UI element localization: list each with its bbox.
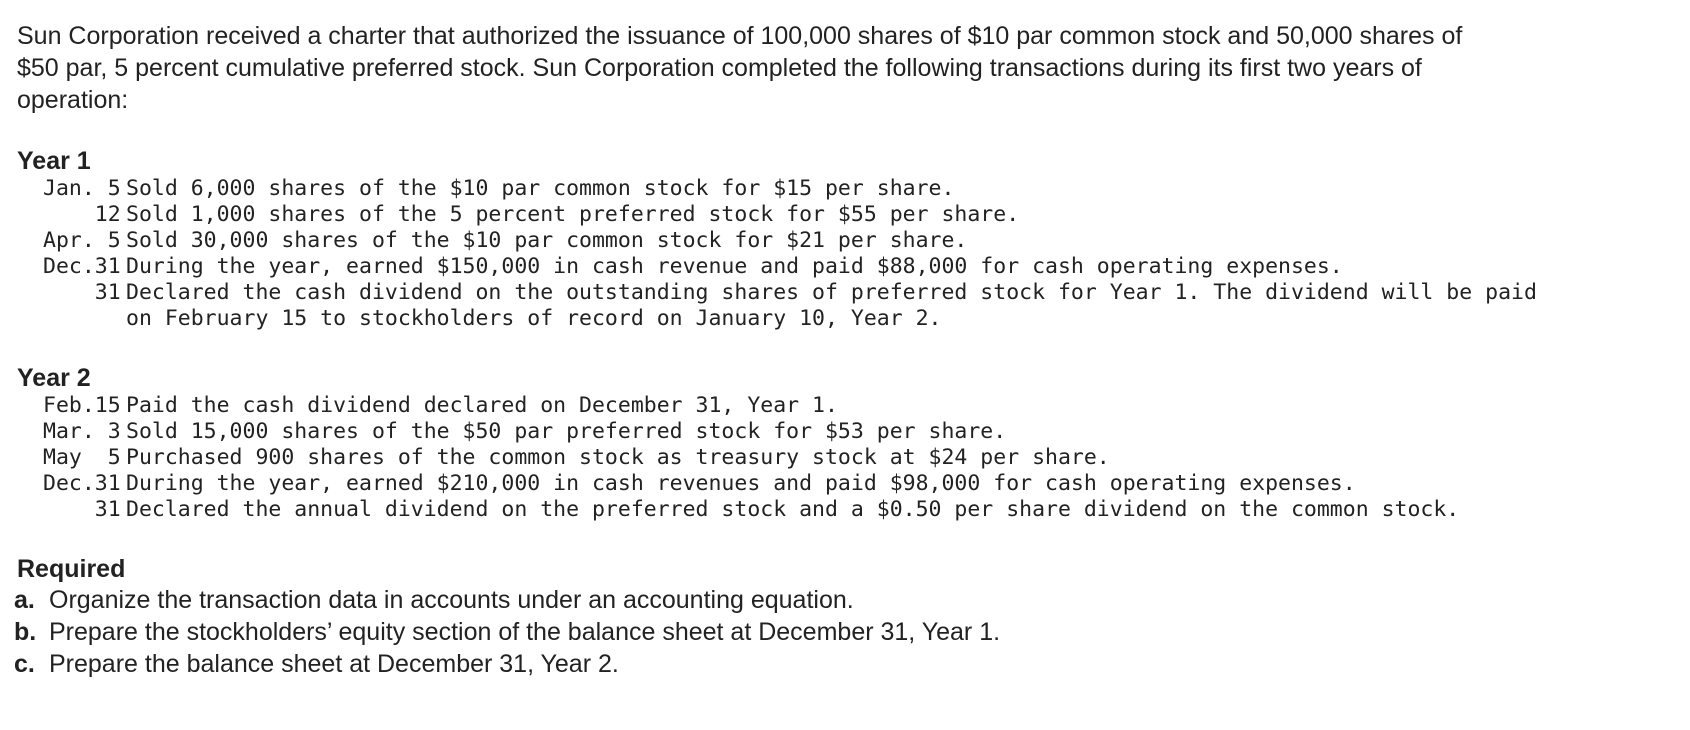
transaction-text: Sold 15,000 shares of the $50 par preferred stock for $53 per share. bbox=[126, 419, 1007, 444]
required-item-letter: c. bbox=[14, 650, 35, 678]
transaction-row bbox=[17, 497, 1667, 523]
transaction-row-continuation bbox=[17, 306, 1667, 332]
required-list bbox=[14, 584, 1667, 680]
required-heading: Required bbox=[17, 555, 126, 583]
intro-line: $50 par, 5 percent cumulative preferred stock. Sun Corporation completed the following transactions during its first two years of bbox=[17, 54, 1422, 82]
transaction-text: Declared the annual dividend on the preferred stock and a $0.50 per share dividend on the common stock. bbox=[126, 497, 1460, 522]
transaction-date: 31 bbox=[43, 280, 121, 305]
transaction-text: on February 15 to stockholders of record on January 10, Year 2. bbox=[126, 306, 942, 331]
transaction-text: Paid the cash dividend declared on December 31, Year 1. bbox=[126, 393, 838, 418]
transaction-date: Feb.15 bbox=[43, 393, 121, 418]
transaction-text: Sold 6,000 shares of the $10 par common stock for $15 per share. bbox=[126, 176, 955, 201]
transaction-text: Sold 30,000 shares of the $10 par common stock for $21 per share. bbox=[126, 228, 968, 253]
transaction-text: During the year, earned $210,000 in cash revenues and paid $98,000 for cash operating expenses. bbox=[126, 471, 1356, 496]
required-item-letter: b. bbox=[14, 618, 37, 646]
transaction-row bbox=[17, 393, 1667, 419]
year-2-transactions bbox=[17, 393, 1667, 523]
transaction-row bbox=[17, 280, 1667, 306]
required-item bbox=[14, 648, 1667, 680]
transaction-date: Dec.31 bbox=[43, 471, 121, 496]
transaction-row bbox=[17, 471, 1667, 497]
year-2-heading: Year 2 bbox=[17, 364, 91, 392]
intro-paragraph bbox=[17, 20, 1667, 116]
transaction-date: Jan. 5 bbox=[43, 176, 121, 201]
intro-line: operation: bbox=[17, 86, 129, 114]
required-item-letter: a. bbox=[14, 586, 35, 614]
required-item-text: Prepare the stockholders’ equity section of the balance sheet at December 31, Year 1. bbox=[49, 618, 1001, 646]
transaction-date: Mar. 3 bbox=[43, 419, 121, 444]
required-item-text: Organize the transaction data in accounts under an accounting equation. bbox=[49, 586, 854, 614]
transaction-text: Sold 1,000 shares of the 5 percent preferred stock for $55 per share. bbox=[126, 202, 1020, 227]
year-1-transactions bbox=[17, 176, 1667, 332]
transaction-row bbox=[17, 419, 1667, 445]
intro-line: Sun Corporation received a charter that authorized the issuance of 100,000 shares of $10 par common stock and 50,000 shares of bbox=[17, 22, 1463, 50]
year-1-heading: Year 1 bbox=[17, 147, 91, 175]
transaction-text: During the year, earned $150,000 in cash revenue and paid $88,000 for cash operating expenses. bbox=[126, 254, 1343, 279]
transaction-row bbox=[17, 228, 1667, 254]
problem-page bbox=[14, 20, 1667, 680]
transaction-row bbox=[17, 202, 1667, 228]
transaction-date: 12 bbox=[43, 202, 121, 227]
required-item-text: Prepare the balance sheet at December 31, Year 2. bbox=[49, 650, 619, 678]
transaction-text: Purchased 900 shares of the common stock as treasury stock at $24 per share. bbox=[126, 445, 1110, 470]
transaction-row bbox=[17, 445, 1667, 471]
transaction-date: 31 bbox=[43, 497, 121, 522]
transaction-date: May 5 bbox=[43, 445, 121, 470]
transaction-row bbox=[17, 176, 1667, 202]
transaction-date: Apr. 5 bbox=[43, 228, 121, 253]
transaction-row bbox=[17, 254, 1667, 280]
required-item bbox=[14, 616, 1667, 648]
required-item bbox=[14, 584, 1667, 616]
transaction-date: Dec.31 bbox=[43, 254, 121, 279]
transaction-text: Declared the cash dividend on the outstanding shares of preferred stock for Year 1. The dividend will be paid bbox=[126, 280, 1537, 305]
transaction-date bbox=[17, 306, 126, 332]
